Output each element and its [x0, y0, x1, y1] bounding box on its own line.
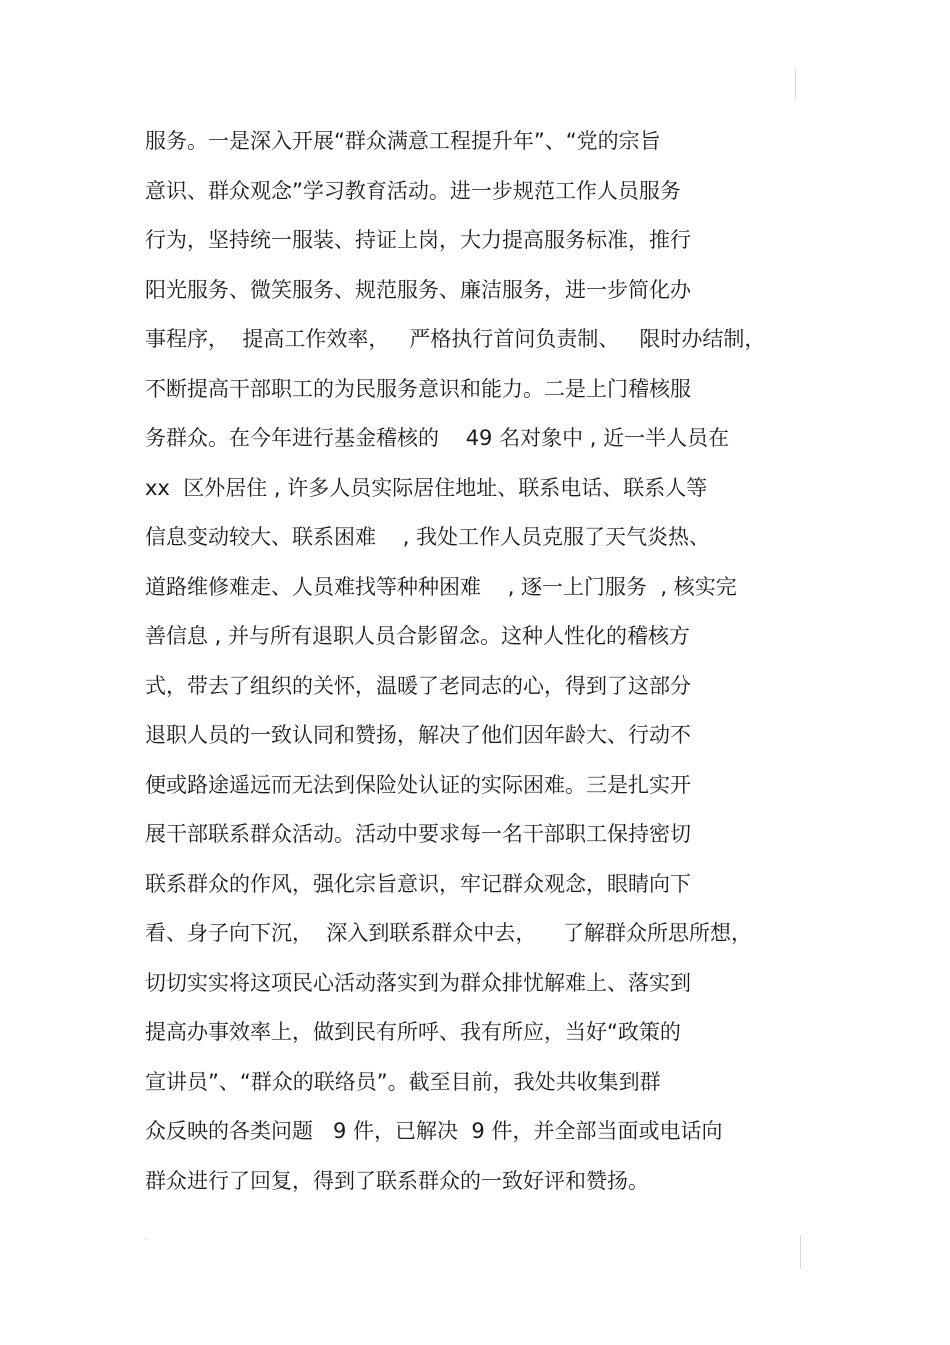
text-line: 式，带去了组织的关怀，温暖了老同志的心，得到了这部分 [145, 673, 691, 698]
text-line: 服务。一是深入开展“群众满意工程提升年”、“党的宗旨 [145, 129, 661, 153]
text-line: 阳光服务、微笑服务、规范服务、廉洁服务，进一步简化办 [145, 277, 691, 302]
text-line: 看、身子向下沉， 深入到联系群众中去， 了解群众所思所想， [145, 921, 753, 945]
text-line: 行为，坚持统一服装、持证上岗，大力提高服务标准，推行 [145, 228, 691, 252]
text-line: 信息变动较大、联系困难 , 我处工作人员克服了天气炎热、 [145, 525, 711, 549]
text-line: 不断提高干部职工的为民服务意识和能力。二是上门稽核服 [145, 376, 691, 401]
text-line: 务群众。在今年进行基金稽核的 49 名对象中 , 近一半人员在 [145, 426, 730, 450]
text-line: 联系群众的作风，强化宗旨意识，牢记群众观念，眼睛向下 [145, 871, 691, 896]
text-line: 事程序， 提高工作效率， 严格执行首问负责制、 限时办结制， [145, 327, 766, 351]
text-line: 宣讲员”、“群众的联络员”。截至目前，我处共收集到群 [145, 1069, 661, 1094]
text-line: 道路维修难走、人员难找等种种困难 , 逐一上门服务 , 核实完 [145, 574, 737, 599]
page-corner-dot [145, 1238, 147, 1240]
text-line: 善信息 , 并与所有退职人员合影留念。这种人性化的稽核方 [145, 624, 691, 648]
body-paragraph [145, 122, 805, 1211]
text-line: xx 区外居住 , 许多人员实际居住地址、联系电话、联系人等 [145, 475, 708, 500]
text-line: 展干部联系群众活动。活动中要求每一名干部职工保持密切 [145, 822, 691, 846]
page-edge-mark-bottom [800, 1235, 801, 1269]
text-line: 意识、群众观念”学习教育活动。进一步规范工作人员服务 [145, 178, 681, 203]
text-line: 提高办事效率上，做到民有所呼、我有所应，当好“政策的 [145, 1020, 681, 1044]
text-line: 切切实实将这项民心活动落实到为群众排忧解难上、落实到 [145, 970, 691, 995]
text-line: 退职人员的一致认同和赞扬，解决了他们因年龄大、行动不 [145, 723, 691, 747]
text-line: 便或路途遥远而无法到保险处认证的实际困难。三是扎实开 [145, 772, 691, 797]
text-line: 群众进行了回复，得到了联系群众的一致好评和赞扬。 [145, 1168, 649, 1193]
page-edge-mark-top [795, 68, 796, 100]
text-line: 众反映的各类问题 9 件，已解决 9 件，并全部当面或电话向 [145, 1119, 723, 1143]
